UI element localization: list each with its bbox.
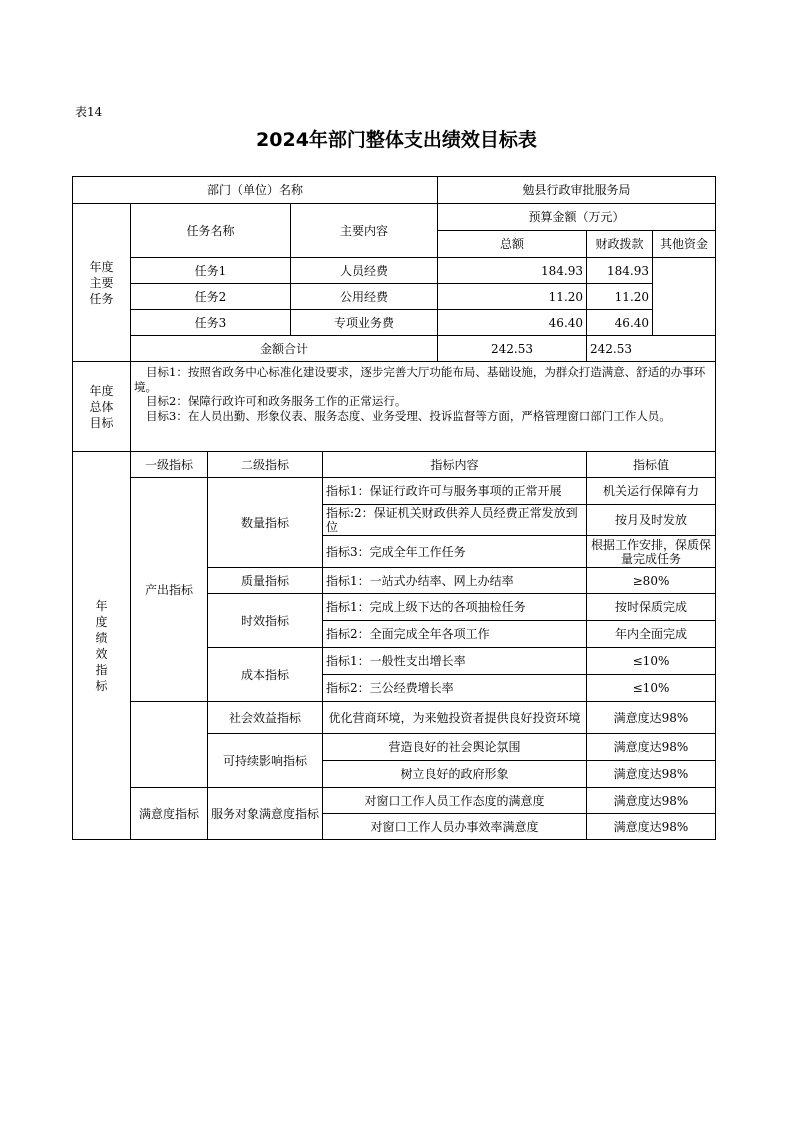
indicator-content: 树立良好的政府形象 <box>323 761 587 788</box>
annual-goals-label <box>73 362 131 452</box>
indicator-content: 指标:2：保证机关财政供养人员经费正常发放到位 <box>323 505 587 536</box>
task-total: 184.93 <box>438 258 587 284</box>
annual-tasks-label-2: 主要 <box>89 275 114 290</box>
sustain-label: 可持续影响指标 <box>208 734 323 788</box>
indicator-content: 对窗口工作人员工作态度的满意度 <box>323 788 587 814</box>
table-row <box>73 258 716 284</box>
annual-goals-label-3: 目标 <box>89 415 114 430</box>
cost-label: 成本指标 <box>208 648 323 702</box>
annual-goals-label-2: 总体 <box>89 399 114 414</box>
indicator-value: 年内全面完成 <box>587 621 716 648</box>
task-name: 任务3 <box>131 310 291 336</box>
indicator-content: 指标1：保证行政许可与服务事项的正常开展 <box>323 478 587 505</box>
perf-label-3: 绩 <box>95 630 108 645</box>
goal-2: 目标2：保障行政许可和政务服务工作的正常运行。 <box>146 394 407 408</box>
satisfaction-label: 满意度指标 <box>131 788 208 840</box>
indicator-value: ≥80% <box>587 568 716 594</box>
indicator-value: 根据工作安排，保质保量完成任务 <box>587 536 716 568</box>
task-fiscal: 11.20 <box>587 284 653 310</box>
col-task-name: 任务名称 <box>131 204 291 258</box>
indicator-content: 指标1：完成上级下达的各项抽检任务 <box>323 594 587 621</box>
table-row <box>73 702 716 734</box>
sum-row <box>73 336 716 362</box>
indicator-value: 满意度达98% <box>587 702 716 734</box>
indicator-value: 机关运行保障有力 <box>587 478 716 505</box>
perf-label-5: 指 <box>95 662 108 677</box>
dept-value: 勉县行政审批服务局 <box>438 177 716 204</box>
col-total: 总额 <box>438 231 587 258</box>
task-fiscal: 46.40 <box>587 310 653 336</box>
indicator-value: 满意度达98% <box>587 734 716 761</box>
indicator-value: 满意度达98% <box>587 761 716 788</box>
task-content: 公用经费 <box>291 284 438 310</box>
goal-1: 目标1：按照省政务中心标准化建设要求，逐步完善大厅功能布局、基础设施，为群众打造满意、舒适的办事环境。 <box>134 365 706 394</box>
col-level1: 一级指标 <box>131 452 208 478</box>
dept-label: 部门（单位）名称 <box>73 177 438 204</box>
perf-label-1: 年 <box>95 598 108 613</box>
performance-table <box>72 451 715 840</box>
indicator-value: 满意度达98% <box>587 814 716 840</box>
indicator-value: 按月及时发放 <box>587 505 716 536</box>
table-row <box>73 310 716 336</box>
sum-label: 金额合计 <box>131 336 438 362</box>
indicator-value: ≤10% <box>587 675 716 702</box>
indicator-content: 指标3：完成全年工作任务 <box>323 536 587 568</box>
indicator-value: 按时保质完成 <box>587 594 716 621</box>
annual-goals-table <box>72 361 715 452</box>
social-label: 社会效益指标 <box>208 702 323 734</box>
goal-3: 目标3：在人员出勤、形象仪表、服务态度、业务受理、投诉监督等方面，严格管理窗口部门工作人员。 <box>146 408 671 423</box>
col-level2: 二级指标 <box>208 452 323 478</box>
col-value: 指标值 <box>587 452 716 478</box>
indicator-content: 对窗口工作人员办事效率满意度 <box>323 814 587 840</box>
col-other: 其他资金 <box>653 231 716 258</box>
annual-tasks-label-3: 任务 <box>89 291 114 306</box>
service-label: 服务对象满意度指标 <box>208 788 323 840</box>
sum-total: 242.53 <box>438 336 587 362</box>
perf-label <box>73 452 131 840</box>
table-row <box>73 478 716 505</box>
task-total: 11.20 <box>438 284 587 310</box>
perf-label-6: 标 <box>95 678 108 693</box>
output-label: 产出指标 <box>131 478 208 702</box>
indicator-content: 指标2：全面完成全年各项工作 <box>323 621 587 648</box>
col-fiscal: 财政拨款 <box>587 231 653 258</box>
indicator-content: 营造良好的社会舆论氛围 <box>323 734 587 761</box>
task-other <box>653 258 716 336</box>
annual-goals-label-1: 年度 <box>89 383 114 398</box>
task-total: 46.40 <box>438 310 587 336</box>
indicator-content: 指标2：三公经费增长率 <box>323 675 587 702</box>
col-budget: 预算金额（万元） <box>438 204 716 231</box>
effect-level1-empty <box>131 702 208 788</box>
task-name: 任务2 <box>131 284 291 310</box>
annual-goals-text <box>131 362 716 452</box>
time-label: 时效指标 <box>208 594 323 648</box>
perf-label-2: 度 <box>95 614 108 629</box>
quality-label: 质量指标 <box>208 568 323 594</box>
col-main-content: 主要内容 <box>291 204 438 258</box>
indicator-value: ≤10% <box>587 648 716 675</box>
col-content: 指标内容 <box>323 452 587 478</box>
perf-label-4: 效 <box>95 646 108 661</box>
page-title: 2024年部门整体支出绩效目标表 <box>256 129 537 151</box>
indicator-value: 满意度达98% <box>587 788 716 814</box>
task-budget-table <box>72 176 715 362</box>
annual-tasks-label-1: 年度 <box>89 259 114 274</box>
table-row <box>73 284 716 310</box>
annual-tasks-label <box>73 204 131 362</box>
table-number: 表14 <box>75 105 103 119</box>
sum-fiscal: 242.53 <box>587 336 716 362</box>
indicator-content: 优化营商环境，为来勉投资者提供良好投资环境 <box>323 702 587 734</box>
table-row <box>73 788 716 814</box>
indicator-content: 指标1：一站式办结率、网上办结率 <box>323 568 587 594</box>
task-name: 任务1 <box>131 258 291 284</box>
indicator-content: 指标1：一般性支出增长率 <box>323 648 587 675</box>
quantity-label: 数量指标 <box>208 478 323 568</box>
task-content: 人员经费 <box>291 258 438 284</box>
task-fiscal: 184.93 <box>587 258 653 284</box>
task-content: 专项业务费 <box>291 310 438 336</box>
